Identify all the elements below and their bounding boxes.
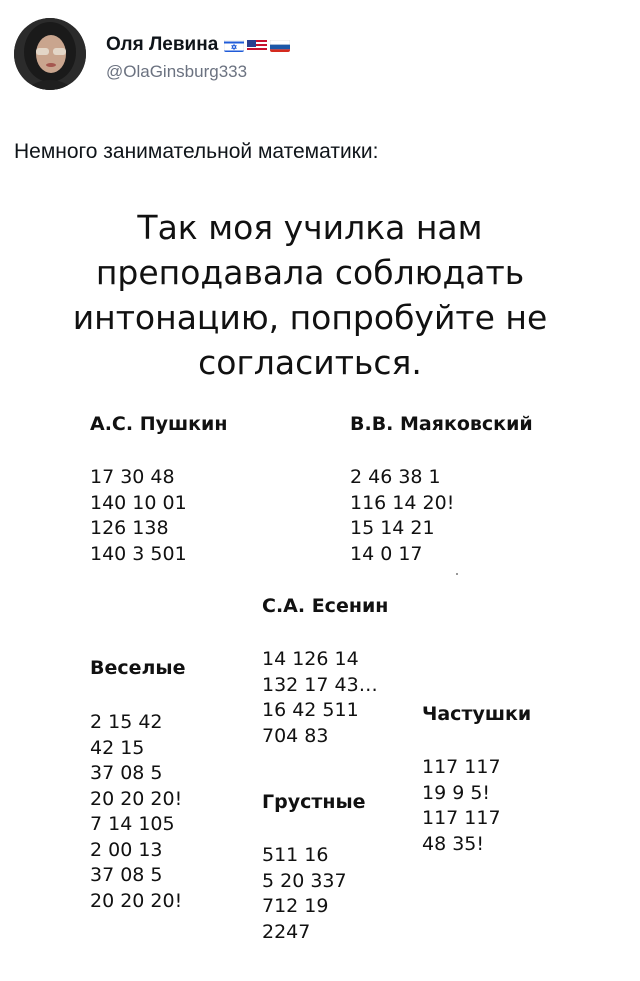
number-line: 140 3 501 <box>90 542 187 565</box>
pushkin-lines <box>90 465 187 567</box>
israel-flag-icon <box>224 38 244 52</box>
tweet-header <box>14 18 614 98</box>
number-line: 14 0 17 <box>350 542 423 565</box>
number-line: 117 117 <box>422 807 501 829</box>
number-line: 712 19 <box>262 895 329 917</box>
veselye-lines <box>90 710 182 914</box>
usa-flag-icon <box>247 38 267 52</box>
headline-line: согласиться. <box>198 343 422 382</box>
number-line: 42 15 <box>90 736 145 759</box>
number-line: 132 17 43… <box>262 673 378 696</box>
headline-line: преподавала соблюдать <box>95 253 525 292</box>
russia-flag-icon <box>270 38 290 52</box>
chastushki-lines <box>422 755 501 857</box>
number-line: 7 14 105 <box>90 813 175 835</box>
grustnye-title: Грустные <box>262 791 366 813</box>
number-line: 2247 <box>262 920 311 943</box>
number-line: 17 30 48 <box>90 466 175 488</box>
number-line: 20 20 20! <box>90 787 183 810</box>
number-line: 511 16 <box>262 844 329 866</box>
pushkin-title: А.С. Пушкин <box>90 413 228 435</box>
tweet-text: Немного занимательной математики: <box>14 140 379 163</box>
mayakovsky-title: В.В. Маяковский <box>350 413 533 435</box>
number-line: 19 9 5! <box>422 781 491 804</box>
number-line: 117 117 <box>422 756 501 778</box>
meme-headline <box>50 205 570 385</box>
veselye-title: Веселые <box>90 657 186 679</box>
grustnye-lines <box>262 843 347 945</box>
number-line: 5 20 337 <box>262 869 347 892</box>
display-name-row <box>106 34 290 56</box>
number-line: 20 20 20! <box>90 889 183 912</box>
decorative-dot <box>456 573 458 575</box>
esenin-lines <box>262 647 378 749</box>
headline-line: Так моя училка нам <box>137 208 483 247</box>
number-line: 704 83 <box>262 724 329 747</box>
flags <box>224 38 290 52</box>
number-line: 2 00 13 <box>90 838 163 861</box>
number-line: 37 08 5 <box>90 864 163 886</box>
chastushki-title: Частушки <box>422 703 532 725</box>
mayakovsky-lines <box>350 465 454 567</box>
number-line: 116 14 20! <box>350 491 455 514</box>
number-line: 2 46 38 1 <box>350 466 441 488</box>
number-line: 140 10 01 <box>90 491 187 514</box>
number-line: 37 08 5 <box>90 762 163 784</box>
number-line: 126 138 <box>90 517 169 539</box>
user-handle[interactable]: @OlaGinsburg333 <box>106 62 248 81</box>
headline-line: интонацию, попробуйте не <box>72 298 548 337</box>
number-line: 15 14 21 <box>350 517 435 539</box>
esenin-title: С.А. Есенин <box>262 595 389 617</box>
number-line: 48 35! <box>422 832 485 855</box>
number-line: 16 42 511 <box>262 699 359 721</box>
number-line: 14 126 14 <box>262 648 359 670</box>
number-line: 2 15 42 <box>90 711 163 733</box>
avatar[interactable] <box>14 18 86 90</box>
display-name[interactable]: Оля Левина <box>106 34 219 55</box>
tweet-image[interactable] <box>0 195 640 981</box>
